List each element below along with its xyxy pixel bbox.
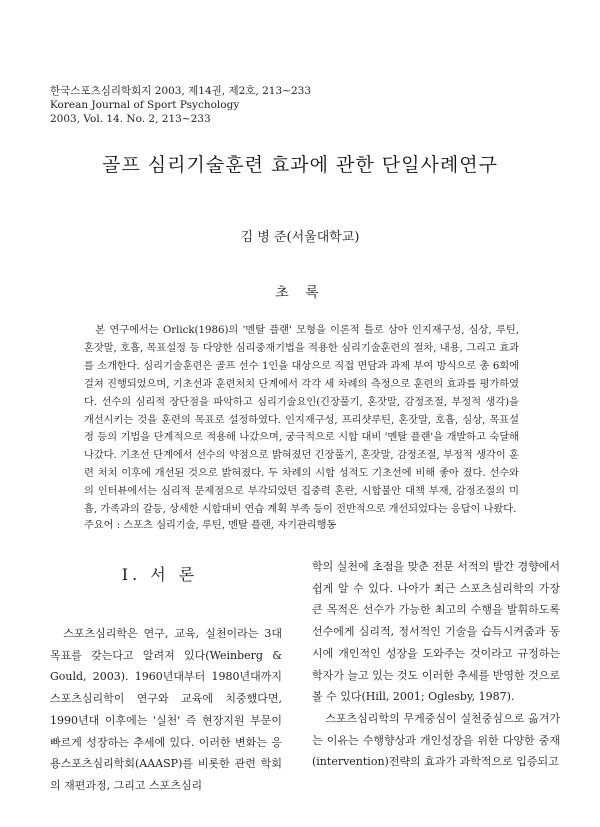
paper-title: 골프 심리기술훈련 효과에 관한 단일사례연구 xyxy=(102,154,498,176)
author-affiliation: 김 병 준(서울대학교) xyxy=(240,230,360,245)
keywords: 주요어 : 스포츠 심리기술, 루틴, 멘탈 플랜, 자기관리행동 xyxy=(84,520,337,531)
abstract-body xyxy=(84,322,519,519)
journal-citation-korean: 한국스포츠심리학회지 2003, 제14권, 제2호, 213~233 xyxy=(50,85,312,97)
journal-header xyxy=(50,84,450,126)
right-column xyxy=(312,556,560,773)
journal-volume-info: 2003, Vol. 14. No. 2, 213~233 xyxy=(50,113,211,125)
abstract-paragraph: 본 연구에서는 Orlick(1986)의 '멘탈 플랜' 모형을 이론적 틀로 삼아 인지재구성, 심상, 루틴, 혼잣말, 호흡, 목표설정 등 다양한 심리중재기법을 적용한 심리기술훈련의 절차, 내용, 그리고 효과를 소개한다. 심리기술훈련은 골프 선수 1인을 대상으로 직접 면담과 과제 부여 방식으로 총 6회에 걸쳐 진행되었으며, 기초선과 훈련처치 단계에서 각각 세 차례의 측정으로 훈련의 효과를 평가하였다. 선수의 심리적 장단점을 파악하고 심리기술요인(긴장풀기, 혼잣말, 감정조절, 부정적 생각)을 개선시키는 것을 훈련의 목표로 설정하였다. 인지재구성, 프리샷루틴, 혼잣말, 호흡, 심상, 목표설정 등의 기법을 단계적으로 적용해 나갔으며, 궁극적으로 시합 대비 '멘탈 플랜'을 개발하고 숙달해 나갔다. 기초선 단계에서 선수의 약점으로 밝혀졌던 긴장풀기, 혼잣말, 감정조절, 부정적 생각이 훈련 처치 이후에 개선된 것으로 밝혀졌다. 두 차례의 시합 성적도 기초선에 비해 좋아 졌다. 선수와의 인터뷰에서는 심리적 문제점으로 부각되었던 집중력 혼란, 시합불안 대책 부재, 감정조절의 미흡, 가족과의 갈등, 상세한 시합대비 연습 계획 부족 등이 전반적으로 개선되었다는 응답이 나왔다. xyxy=(84,325,519,516)
intro-paragraph-continued: 학의 실천에 초점을 맞춘 전문 서적의 발간 경향에서 쉽게 알 수 있다. 나아가 최근 스포츠심리학의 가장 큰 목적은 선수가 가능한 최고의 수행을 발휘하도록 선수에게 심리적, 정서적인 기술을 습득시켜줌과 동시에 개인적인 성장을 도와주는 것이라고 규정하는 학자가 늘고 있는 것도 이러한 추세를 반영한 것으로 볼 수 있다(Hill, 2001; Oglesby, 1987). xyxy=(312,560,560,704)
left-column xyxy=(50,623,282,797)
journal-name-english: Korean Journal of Sport Psychology xyxy=(50,99,240,111)
intro-paragraph: 스포츠심리학은 연구, 교육, 실천이라는 3대 목표를 갖는다고 알려져 있다(Weinberg & Gould, 2003). 1960년대부터 1980년대까지 스포츠심리학이 연구와 교육에 치중했다면, 1990년대 이후에는 '실천' 즉 현장지원 부문이 빠르게 성장하는 추세에 있다. 이러한 변화는 응용스포츠심리학회(AAASP)를 비롯한 관련 학회의 재편과정, 그리고 스포츠심리 xyxy=(50,627,282,792)
intro-paragraph: 스포츠심리학의 무게중심이 실천중심으로 옮겨가는 이유는 수행향상과 개인성장을 위한 다양한 중재(intervention)전략의 효과가 과학적으로 입증되고 xyxy=(312,711,560,769)
section-heading-introduction: Ⅰ. 서 론 xyxy=(121,565,199,584)
abstract-heading: 초 록 xyxy=(275,285,325,301)
